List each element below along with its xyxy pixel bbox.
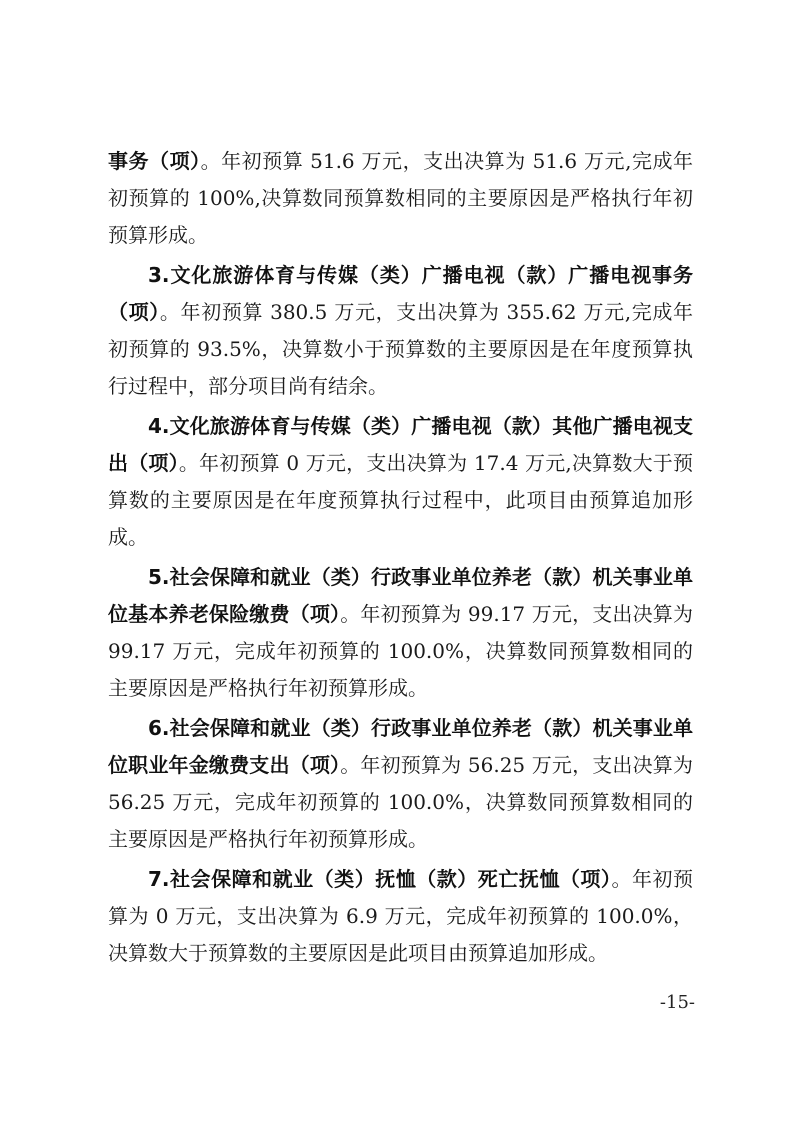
page-number: -15-: [659, 992, 695, 1013]
paragraph-1-body: 。年初预算 51.6 万元，支出决算为 51.6 万元,完成年初预算的 100%,决算数同预算数相同的主要原因是严格执行年初预算形成。: [108, 149, 693, 247]
paragraph-4-heading: 5.社会保障和就业（类）行政事业单位养老（款）机关事业单位基本养老保险缴费（项）: [108, 565, 693, 626]
paragraph-4-body: 。年初预算为 99.17 万元，支出决算为 99.17 万元，完成年初预算的 100.0%，决算数同预算数相同的主要原因是严格执行年初预算形成。: [108, 602, 693, 700]
paragraph-6: [108, 861, 693, 972]
paragraph-3-body: 。年初预算 0 万元，支出决算为 17.4 万元,决算数大于预算数的主要原因是在年度预算执行过程中，此项目由预算追加形成。: [108, 451, 694, 549]
paragraph-6-body: 。年初预算为 0 万元，支出决算为 6.9 万元，完成年初预算的 100.0%，决算数大于预算数的主要原因是此项目由预算追加形成。: [108, 867, 694, 965]
paragraph-5-heading: 6.社会保障和就业（类）行政事业单位养老（款）机关事业单位职业年金缴费支出（项）: [108, 716, 693, 777]
paragraph-4: [108, 559, 693, 707]
paragraph-2-body: 。年初预算 380.5 万元，支出决算为 355.62 万元,完成年初预算的 93.5%，决算数小于预算数的主要原因是在年度预算执行过程中，部分项目尚有结余。: [108, 300, 693, 398]
paragraph-5-body: 。年初预算为 56.25 万元，支出决算为 56.25 万元，完成年初预算的 100.0%，决算数同预算数相同的主要原因是严格执行年初预算形成。: [108, 753, 693, 851]
paragraph-1: [108, 143, 693, 254]
page-content: [108, 143, 693, 975]
paragraph-2: [108, 257, 693, 405]
paragraph-1-heading: 事务（项）: [108, 149, 201, 173]
paragraph-2-heading: 3.文化旅游体育与传媒（类）广播电视（款）广播电视事务（项）: [108, 263, 693, 324]
paragraph-3-heading: 4.文化旅游体育与传媒（类）广播电视（款）其他广播电视支出（项）: [108, 414, 693, 475]
paragraph-3: [108, 408, 693, 556]
paragraph-6-heading: 7.社会保障和就业（类）抚恤（款）死亡抚恤（项）: [148, 867, 612, 891]
paragraph-5: [108, 710, 693, 858]
